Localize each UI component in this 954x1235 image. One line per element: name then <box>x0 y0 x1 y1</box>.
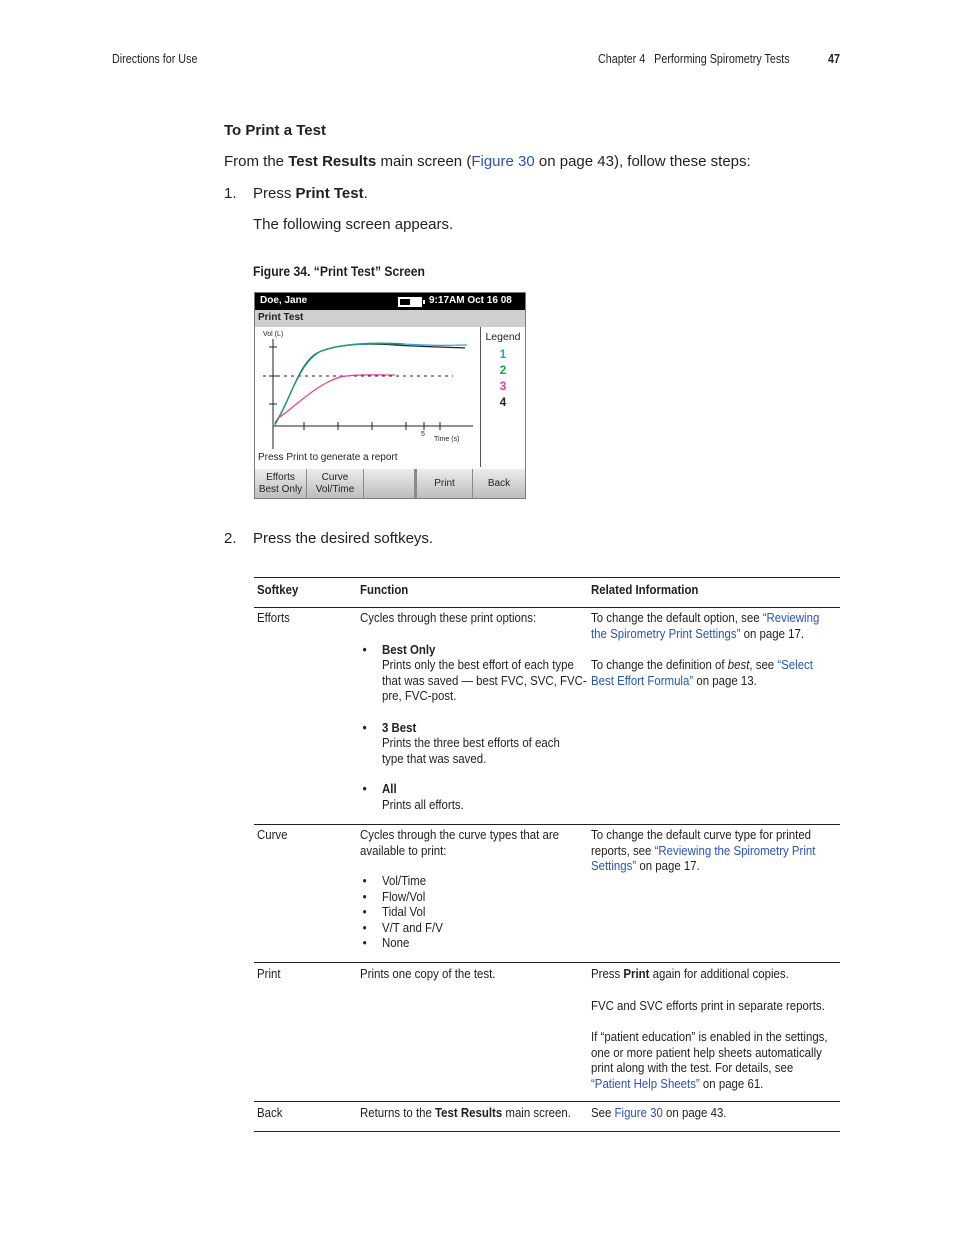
curve-related-line2-pre: reports, see <box>591 842 655 858</box>
battery-icon <box>398 297 422 307</box>
print-related-1-pre: Press <box>591 966 624 981</box>
option-3-best-desc-2: type that was saved. <box>382 750 487 766</box>
efforts-softkey[interactable] <box>255 469 307 498</box>
step-1-note: The following screen appears. <box>253 216 454 233</box>
option-best-only: • Best Only <box>360 642 587 658</box>
blank-softkey[interactable] <box>364 469 417 498</box>
device-screen <box>254 292 526 499</box>
curve-option: • Vol/Time <box>360 873 559 889</box>
curve-softkey-line2: Vol/Time <box>315 483 355 495</box>
back-key: Back <box>257 1105 283 1120</box>
reviewing-spirometry-print-link-cont[interactable]: Settings” <box>591 858 637 873</box>
efforts-intro: Cycles through these print options: <box>360 610 537 625</box>
device-title: Print Test <box>258 312 304 323</box>
section-title: To Print a Test <box>224 122 326 139</box>
step-2-number: 2. <box>224 530 237 547</box>
device-title-bar <box>255 310 525 327</box>
table-header-related: Related Information <box>591 582 699 597</box>
option-3-best-desc-1: Prints the three best efforts of each <box>382 735 560 750</box>
print-related-2: FVC and SVC efforts print in separate reports. <box>591 997 825 1013</box>
chapter-title: Performing Spirometry Tests <box>654 52 790 66</box>
patient-help-sheets-link[interactable]: “Patient Help Sheets” <box>591 1075 700 1091</box>
legend-item-1: 1 <box>499 347 507 361</box>
curve-related-line3-post: on page 17. <box>636 858 700 873</box>
print-softkey[interactable] <box>417 469 473 498</box>
curve-key: Curve <box>257 827 288 842</box>
print-related-3-line2: one or more patient help sheets automatically <box>591 1044 822 1060</box>
figure-caption: Figure 34. “Print Test” Screen <box>253 264 425 279</box>
back-softkey[interactable] <box>473 469 525 498</box>
efforts-related-2-post: on page 13. <box>693 672 757 688</box>
curve-option: • None <box>360 935 559 951</box>
back-related-pre: See <box>591 1105 615 1120</box>
vol-time-svg <box>255 327 480 467</box>
step-1-number: 1. <box>224 185 237 202</box>
table-header-softkey: Softkey <box>257 582 299 597</box>
curve-effort-4 <box>275 344 465 423</box>
option-best-only-desc-3: pre, FVC-post. <box>382 688 457 703</box>
plot-legend <box>481 327 525 467</box>
print-key: Print <box>257 966 281 981</box>
legend-item-4: 4 <box>499 395 507 409</box>
intro-paragraph <box>224 153 751 170</box>
efforts-related <box>591 610 819 688</box>
print-function: Prints one copy of the test. <box>360 966 496 981</box>
back-function-post: main screen. <box>502 1105 571 1120</box>
curve-function-line2: available to print: <box>360 842 447 858</box>
back-related <box>591 1105 726 1121</box>
running-header-left: Directions for Use <box>112 52 198 66</box>
option-best-only-desc-1: Prints only the best effort of each type <box>382 657 574 672</box>
option-all-desc: Prints all efforts. <box>382 796 464 812</box>
reviewing-print-settings-link[interactable]: “Reviewing <box>762 610 820 625</box>
step-1-bold: Print Test <box>295 185 364 202</box>
curve-option: • Tidal Vol <box>360 904 559 920</box>
curve-effort-2 <box>275 343 405 424</box>
legend-title: Legend <box>485 331 521 343</box>
patient-name: Doe, Jane <box>260 295 308 306</box>
curve-function-line1: Cycles through the curve types that are <box>360 827 560 842</box>
efforts-softkey-line2: Best Only <box>258 483 303 495</box>
select-best-effort-link[interactable]: “Select <box>777 657 813 672</box>
table-header-rule <box>254 607 840 608</box>
back-function <box>360 1105 571 1121</box>
device-status-bar <box>255 293 525 310</box>
table-top-rule <box>254 577 840 578</box>
step-1-pre: Press <box>253 185 296 202</box>
print-related-1-post: again for additional copies. <box>649 966 789 981</box>
back-figure-30-link[interactable]: Figure 30 <box>614 1105 663 1120</box>
table-bottom-rule <box>254 1131 840 1132</box>
curve-related <box>591 827 815 874</box>
step-2-text: Press the desired softkeys. <box>253 530 434 547</box>
efforts-key: Efforts <box>257 610 290 625</box>
x-axis-label: Time (s) <box>434 436 460 443</box>
print-related-3-line3: print along with the test. For details, see <box>591 1060 794 1075</box>
legend-item-2: 2 <box>499 363 507 377</box>
back-function-bold: Test Results <box>435 1105 503 1120</box>
running-header-chapter <box>598 52 790 66</box>
step-1-post: . <box>363 185 368 202</box>
print-related-1-bold: Print <box>623 966 650 981</box>
row-rule-efforts <box>254 824 840 825</box>
curve-related-line1: To change the default curve type for printed <box>591 827 812 842</box>
step-1-text <box>253 185 368 202</box>
row-rule-print <box>254 1101 840 1102</box>
efforts-function <box>360 610 587 812</box>
reviewing-spirometry-print-link[interactable]: “Reviewing the Spirometry Print <box>654 842 816 858</box>
intro-mid: main screen ( <box>376 153 472 170</box>
device-datetime: 9:17AM Oct 16 08 <box>429 295 512 306</box>
curve-option: • V/T and F/V <box>360 920 559 936</box>
efforts-related-2-italic: best <box>727 657 750 672</box>
print-related <box>591 966 828 1091</box>
efforts-related-1-post: on page 17. <box>740 625 805 641</box>
option-3-best: • 3 Best <box>360 720 587 736</box>
intro-post: on page 43), follow these steps: <box>534 153 751 170</box>
efforts-related-1-pre: To change the default option, see <box>591 610 763 625</box>
y-axis-label: Vol (L) <box>263 331 284 338</box>
print-related-3-line1: If “patient education” is enabled in the settings, <box>591 1029 828 1044</box>
option-best-only-desc-2: that was saved — best FVC, SVC, FVC- <box>382 672 587 688</box>
chapter-number: Chapter 4 <box>598 52 646 66</box>
efforts-related-2-pre: To change the definition of <box>591 657 728 672</box>
device-status-message: Press Print to generate a report <box>258 452 398 463</box>
figure-30-link[interactable]: Figure 30 <box>471 153 535 170</box>
row-rule-curve <box>254 962 840 963</box>
print-softkey-label: Print <box>434 477 455 489</box>
softkey-bar <box>255 469 525 498</box>
print-related-3-post: on page 61. <box>699 1075 764 1091</box>
curve-softkey[interactable] <box>307 469 364 498</box>
option-all: • All <box>360 781 587 797</box>
back-softkey-label: Back <box>487 477 511 489</box>
curve-function <box>360 827 559 951</box>
table-header-function: Function <box>360 582 409 597</box>
curve-effort-1 <box>275 344 467 425</box>
efforts-related-2-mid: , see <box>749 657 778 672</box>
reviewing-print-settings-link-cont[interactable]: the Spirometry Print Settings” <box>591 625 741 641</box>
efforts-softkey-line1: Efforts <box>266 471 295 483</box>
select-best-effort-link-cont[interactable]: Best Effort Formula” <box>591 672 694 688</box>
page-number: 47 <box>828 52 840 66</box>
curve-softkey-line1: Curve <box>321 471 349 483</box>
back-function-pre: Returns to the <box>360 1105 436 1120</box>
curve-effort-3 <box>277 375 395 419</box>
x-tick-label: 5 <box>421 431 425 438</box>
intro-pre: From the <box>224 153 289 170</box>
vol-time-plot <box>255 327 481 467</box>
back-related-post: on page 43. <box>662 1105 727 1120</box>
intro-bold: Test Results <box>288 153 377 170</box>
legend-item-3: 3 <box>499 379 507 393</box>
curve-option: • Flow/Vol <box>360 889 559 905</box>
